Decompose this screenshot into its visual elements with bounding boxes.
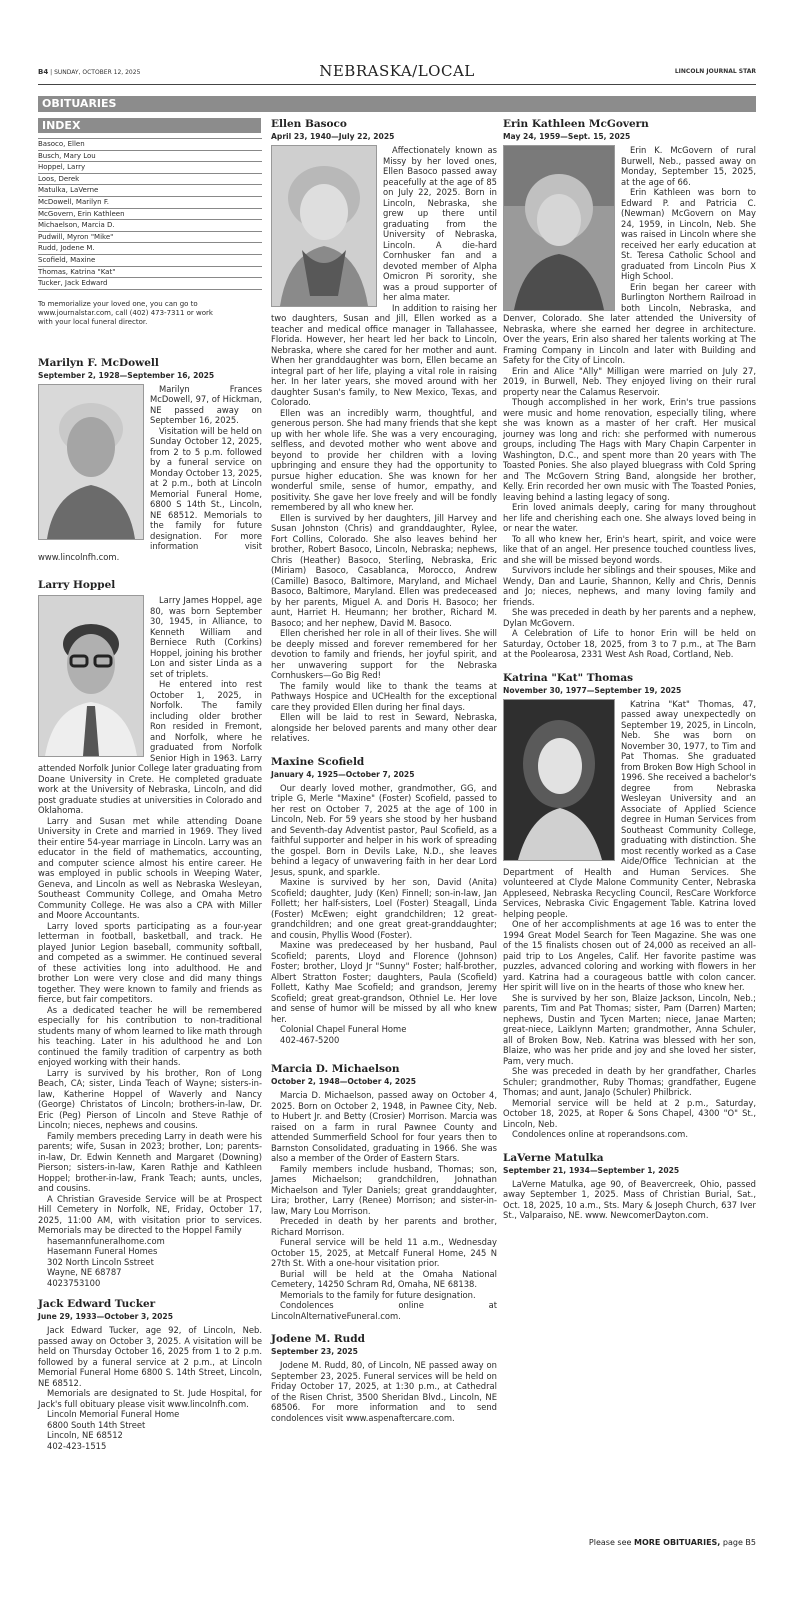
- obituary-dates: September 23, 2025: [271, 1347, 358, 1356]
- obituary-paragraph: Ellen cherished her role in all of their lives. She will be deeply missed and forever remembered for her devotion to family and friends, her joyful spirit, and her unwavering support for the Nebraska Cornhuskers—Go Big Red!: [271, 628, 497, 680]
- continued-note: Please see MORE OBITUARIES, page B5: [588, 1538, 756, 1547]
- portrait-photo: [503, 145, 615, 311]
- obituary-paragraph: Marcia D. Michaelson, passed away on October 4, 2025. Born on October 2, 1948, in Pawnee City, Neb. to Hubert Jr. and Betty (Crosier) Morrison. Marcia was raised on a farm in rural Pawnee County and attended Summerfield School for four years then to Barnston Consolidated, graduating in 1966. She was also a member of the Order of Eastern Stars.: [271, 1090, 497, 1163]
- memorialize-note: To memorialize your loved one, you can go to www.journalstar.com, call (402) 473-7311 or work with your local funeral director.: [38, 299, 213, 326]
- address-line: 402-423-1515: [47, 1440, 107, 1451]
- obituary-name: Jodene M. Rudd: [271, 1333, 365, 1345]
- address-line: 302 North Lincoln Sstreet: [47, 1256, 154, 1267]
- obituary-paragraph: LaVerne Matulka, age 90, of Beavercreek, Ohio, passed away September 1, 2025. Mass of Christian Burial, Sat., Oct. 18, 2025, 10 a.m., Sts. Mary & Joseph Church, 637 Iver St., Valparaiso, NE. www. NewcomerDayton.com.: [503, 1178, 756, 1220]
- index-entry[interactable]: Rudd, Jodene M.: [38, 243, 262, 255]
- portrait-photo: [503, 699, 615, 861]
- index-entry[interactable]: Tucker, Jack Edward: [38, 278, 262, 290]
- address-line: Lincoln, NE 68512: [47, 1430, 123, 1441]
- obituary-paragraph: She was preceded in death by her parents and a nephew, Dylan McGovern.: [503, 607, 756, 628]
- obituary-basoco: [271, 118, 497, 744]
- obituary-paragraph: A Celebration of Life to honor Erin will be held on Saturday, October 18, 2025, from 3 to 7 p.m., at The Barn at the Poolearosa, 2331 West Ash Road, Cortland, Neb.: [503, 628, 756, 659]
- portrait-photo: [38, 595, 144, 757]
- obituary-paragraph: Affectionately known as Missy by her loved ones, Ellen Basoco passed away peacefully at the age of 85 on July 22, 2025. Born in Lincoln, Nebraska, she grew up there until graduating from the University of Nebraska, Lincoln. A die-hard Cornhusker fan and a devoted member of Alpha Omicron Pi sorority, she was a proud supporter of her alma mater.: [383, 145, 497, 302]
- obituary-paragraph: A Christian Graveside Service will be at Prospect Hill Cemetery in Norfolk, NE, Friday, October 17, 2025, 11:00 AM, with visitation prior to services. Memorials may be directed to the Hoppel Family: [38, 1193, 262, 1236]
- index-title: INDEX: [38, 118, 261, 133]
- obituary-matulka: [503, 1152, 756, 1221]
- address-line: 6800 South 14th Street: [47, 1419, 146, 1430]
- newspaper-page: [38, 0, 756, 1620]
- obituary-dates: October 2, 1948—October 4, 2025: [271, 1077, 417, 1086]
- address-line: 4023753100: [47, 1277, 101, 1288]
- index-entry[interactable]: Pudwill, Myron "Mike": [38, 232, 262, 244]
- obituary-tucker: [38, 1298, 262, 1451]
- obituary-paragraph: Ellen will be laid to rest in Seward, Nebraska, alongside her beloved parents and many other dear relatives.: [271, 712, 497, 743]
- obituary-paragraph: One of her accomplishments at age 16 was to enter the 1994 Great Model Search for Teen Magazine. She was one of the 15 finalists chosen out of 24,000 as received an all-paid trip to Los Angeles, Calif. Her favorite pastime was puzzles, advanced coloring and working with flowers in her yard. Katrina had a courageous battle with colon cancer. Her spirit will live on in the hearts of those who knew her.: [503, 919, 756, 992]
- portrait-photo: [38, 384, 144, 540]
- obituary-rudd: [271, 1333, 497, 1423]
- address-line: Hasemann Funeral Homes: [47, 1246, 158, 1257]
- obituary-paragraph: She is survived by her son, Blaize Jackson, Lincoln, Neb.; parents, Tim and Pat Thomas; sister, Pam (Darren) Marten; nephews, Dustin and Tycen Marten; niece, Janae Marten; great-niece, Laiklynn Marten; grandmother, Anna Schuler, all of Broken Bow, Neb. Katrina was blessed with her son, Blaize, who was her pride and joy and she loved her sister, Pam, very much.: [503, 992, 756, 1066]
- obituary-paragraph: He entered into rest October 1, 2025, in Norfolk. The family including older brother Ron resided in Fremont, and Norfolk, where he graduated from Norfolk Senior High in 1963. Larry attended Norfolk Junior College later graduating from Doane University in Crete. He completed graduate work at the University of Nebraska, Lincoln, and did post graduate studies at universities in Colorado and Oklahoma.: [38, 679, 262, 816]
- address-line: Wayne, NE 68787: [47, 1267, 122, 1278]
- continued-link[interactable]: MORE OBITUARIES,: [633, 1538, 721, 1547]
- obituary-paragraph: Erin loved animals deeply, caring for many throughout her life and cherishing each one. She always loved being in or near the water.: [503, 502, 756, 533]
- obituary-paragraph: Maxine was predeceased by her husband, Paul Scofield; parents, Lloyd and Florence (Johnson) Foster; brother, Lloyd Jr "Sunny" Foster; half-brother, Albert Stratton Foster; daughters, Paula (Scofield) Follett, Kathy Mae Scofield; and grandson, Jeremy Scofield; great great-grandson, Othniel Le. Her love and sense of humor will be missed by all who knew her.: [271, 940, 497, 1024]
- obituary-paragraph: Family members preceding Larry in death were his parents; wife, Susan in 2023; brother, Lon; parents-in-law, Dr. Edwin Kenneth and Margaret (Downing) Pierson; sisters-in-law, Karen Rathje and Kathleen Hoppel; brother-in-law, Frank Teach; aunts, uncles, and cousins.: [38, 1130, 262, 1194]
- obituary-paragraph: Katrina "Kat" Thomas, 47, passed away unexpectedly on September 19, 2025, in Lincoln, Neb. She was born on November 30, 1977, to Tim and Pat Thomas. She graduated from Broken Bow High School in 1996. She received a bachelor's degree from Nebraska Wesleyan University and an Associate of Applied Science degree in Human Services from Southeast Community College, graduating with distinction. She most recently worked as a Case Aide/Office Technician at the Department of Health and Human Services. She volunteered at Clyde Malone Community Center, Nebraska Appleseed, Nebraska Recycling Council, ResCare Workforce Services, Nebraska Civic Engagement Table. Katrina loved helping people.: [503, 698, 756, 919]
- obituary-paragraph: Visitation will be held on Sunday October 12, 2025, from 2 to 5 p.m. followed by a funeral service on Monday October 13, 2025, at 2 p.m., both at Lincoln Memorial Funeral Home, 6800 S 14th St., Lincoln, NE 68512. Memorials to the family for future designation. For more information visit www.lincolnfh.com.: [38, 425, 262, 562]
- obituary-name: Maxine Scofield: [271, 755, 365, 768]
- index-entry[interactable]: McDowell, Marilyn F.: [38, 197, 262, 209]
- index-entry[interactable]: Matulka, LaVerne: [38, 185, 262, 197]
- obituary-paragraph: Larry James Hoppel, age 80, was born September 30, 1945, in Alliance, to Kenneth William and Berniece Ruth (Corkins) Hoppel, joining his brother Lon and sister Linda as a set of triplets.: [150, 595, 262, 679]
- obituary-paragraph: Ellen was an incredibly warm, thoughtful, and generous person. She had many friends that she kept up with her whole life. She was a very encouraging, selfless, and devoted mother who went above and beyond to provide her children with a loving upbringing and ensure they had the opportunity to pursue higher education. She was known for her wonderful smile, sense of humor, empathy, and positivity. She gave her love freely and will be fondly remembered by all who knew her.: [271, 407, 497, 512]
- index-entry[interactable]: Thomas, Katrina "Kat": [38, 267, 262, 279]
- obituary-paragraph: Survivors include her siblings and their spouses, Mike and Wendy, Dan and Laurie, Shannon, Kelly and Chris, Dennis and Jo; nieces, nephews, and many loving family and friends.: [503, 565, 756, 607]
- obituary-paragraph: As a dedicated teacher he will be remembered especially for his contribution to non-traditional students many of whom learned to like math through his teaching. Later in his adulthood he and Lon continued the family tradition of carpentry as both enjoyed working with their hands.: [38, 1004, 262, 1068]
- obituary-name: Erin Kathleen McGovern: [503, 118, 649, 130]
- obituary-dates: September 2, 1928—September 16, 2025: [38, 370, 215, 380]
- obituary-paragraph: Larry loved sports participating as a four-year letterman in football, basketball, and track. He played Junior Legion baseball, community softball, and competed as a swimmer. He continued several of these activities long into adulthood. He and brother Lon were very close and did many things together. They were known to family and friends as fierce, but fair competitors.: [38, 920, 262, 1005]
- obituary-name: LaVerne Matulka: [503, 1151, 604, 1164]
- obituary-paragraph: Erin K. McGovern of rural Burwell, Neb., passed away on Monday, September 15, 2025, at the age of 66.: [621, 145, 756, 187]
- obituary-paragraph: In addition to raising her two daughters, Susan and Jill, Ellen worked as a teacher and medical office manager in Tallahassee, Florida. However, her heart led her back to Lincoln, Nebraska, where she cared for her mother and aunt. When her granddaughter was born, Ellen became an integral part of her life, playing a vital role in raising her. In her later years, she moved around with her daughter Susan's family, to New Mexico, Texas, and Colorado.: [271, 302, 497, 407]
- obituary-thomas: [503, 672, 756, 1140]
- obituary-name: Ellen Basoco: [271, 118, 347, 130]
- obituary-paragraph: Our dearly loved mother, grandmother, GG, and triple G, Merle "Maxine" (Foster) Scofield, passed to her rest on October 7, 2025 at the age of 100 in Lincoln, Neb. For 59 years she stood by her husband and Seventh-day Adventist pastor, Paul Scofield, as a faithful supporter and helper in his work of spreading the gospel. Born in Devils Lake, N.D., she leaves behind a legacy of unwavering faith in her dear Lord Jesus, spunk, and sparkle.: [271, 782, 497, 877]
- obituary-dates: January 4, 1925—October 7, 2025: [271, 769, 415, 779]
- obituary-paragraph: Larry and Susan met while attending Doane University in Crete and married in 1969. They lived their entire 54-year marriage in Lincoln. Larry was an educator in the field of mathematics, accounting, and computer science almost his entire career. He was employed in public schools in Weeping Water, Geneva, and Lincoln as well as Nebraska Wesleyan, Southeast Community College, and Omaha Metro Community College. He was also a CPA with Miller and Moore Accountants.: [38, 815, 262, 921]
- obituary-dates: September 21, 1934—September 1, 2025: [503, 1165, 680, 1175]
- obituary-paragraph: Funeral service will be held 11 a.m., Wednesday October 15, 2025, at Metcalf Funeral Home, 245 N 27th St. With a one-hour visitation prior.: [271, 1237, 497, 1268]
- obituary-paragraph: Jack Edward Tucker, age 92, of Lincoln, Neb. passed away on October 3, 2025. A visitation will be held on Thursday October 16, 2025 from 1 to 2 p.m. followed by a funeral service at 2 p.m., at Lincoln Memorial Funeral Home 6800 S. 14th Street, Lincoln, NE 68512.: [38, 1325, 262, 1388]
- obituary-name: Jack Edward Tucker: [38, 1298, 156, 1311]
- obituary-name: Katrina "Kat" Thomas: [503, 671, 634, 684]
- page-folio: B4 | SUNDAY, OCTOBER 12, 2025: [38, 68, 141, 76]
- index-entry[interactable]: Hoppel, Larry: [38, 162, 262, 174]
- obituary-paragraph: Erin Kathleen was born to Edward P. and Patricia C. (Newman) McGovern on May 24, 1959, in Lincoln, Neb. She was raised in Lincoln where she received her early education at St. Teresa Catholic School and graduated from Lincoln Pius X High School.: [621, 187, 756, 281]
- obituary-paragraph: Marilyn Frances McDowell, 97, of Hickman, NE passed away on September 16, 2025.: [150, 383, 262, 426]
- obituary-mcdowell: [38, 357, 262, 563]
- obituary-paragraph: Maxine is survived by her son, David (Anita) Scofield; daughter, Judy (Ken) Finnell; son-in-law, Jan Follett; her half-sisters, Loel (Foster) Steagall, Linda (Foster) McEwen; eight grandchildren; 12 great-grandchildren; and one great great-granddaughter; and cousin, Phyllis Wood (Foster).: [271, 877, 497, 940]
- obituary-paragraph: Ellen is survived by her daughters, Jill Harvey and Susan Johnston (Chris) and granddaughter, Rylee, Fort Collins, Colorado. She also leaves behind her brother, Robert Basoco, Lincoln, Nebraska; nephews, Chris (Heather) Basoco, Sterling, Nebraska, Eric (Miriam) Basoco, Casablanca, Morocco, Andrew (Camille) Basoco, Baltimore, Maryland, and Michael Basoco, Baltimore, Maryland. Ellen was predeceased by her parents, Miguel A. and Doris H. Basoco; her aunt, Harriet H. Heumann; her brother, Richard M. Basoco; and her nephew, David M. Basoco.: [271, 512, 497, 628]
- portrait-photo: [271, 145, 377, 307]
- obituary-name: Larry Hoppel: [38, 579, 116, 592]
- index-entry[interactable]: Basoco, Ellen: [38, 138, 262, 151]
- address-line: 402-467-5200: [280, 1034, 340, 1045]
- obituary-dates: June 29, 1933—October 3, 2025: [38, 1312, 173, 1322]
- obituary-paragraph: Burial will be held at the Omaha National Cemetery, 14250 Schram Rd, Omaha, NE 68138.: [271, 1268, 497, 1289]
- column-3: [503, 118, 756, 1221]
- header-rule: [38, 84, 756, 85]
- obituary-dates: April 23, 1940—July 22, 2025: [271, 132, 395, 141]
- column-2: [271, 118, 497, 1423]
- index-entry[interactable]: Michaelson, Marcia D.: [38, 220, 262, 232]
- obituary-mcgovern: [503, 118, 756, 660]
- obituary-paragraph: Memorials are designated to St. Jude Hospital, for Jack's full obituary please visit www.lincolnfh.com.: [38, 1388, 262, 1409]
- paper-name: LINCOLN JOURNAL STAR: [674, 68, 756, 75]
- obituary-michaelson: [271, 1063, 497, 1321]
- obituary-paragraph: Erin and Alice "Ally" Milligan were married on July 27, 2019, in Burwell, Neb. They enjoyed living on their rural property near the Calamus Reservoir.: [503, 365, 756, 397]
- column-1: [38, 118, 262, 1451]
- index-list: [38, 138, 262, 290]
- obituaries-banner: OBITUARIES: [38, 96, 756, 112]
- address-line: Colonial Chapel Funeral Home: [280, 1024, 407, 1034]
- obituary-dates: May 24, 1959—Sept. 15, 2025: [503, 132, 631, 141]
- obituary-scofield: [271, 756, 497, 1046]
- obituary-dates: November 30, 1977—September 19, 2025: [503, 685, 682, 695]
- address-line: hasemannfuneralhome.com: [47, 1235, 165, 1246]
- obituary-paragraph: Condolences online at roperandsons.com.: [512, 1129, 688, 1139]
- obituary-paragraph: Erin began her career with Burlington Northern Railroad in both Lincoln, Nebraska, and Denver, Colorado. She later attended the University of Nebraska, where she earned her degree in architecture. Over the years, Erin also shared her talents working at The Framing Company in Lincoln and later with Building and Safety for the City of Lincoln.: [503, 281, 756, 365]
- obituary-paragraph: Memorial service will be held at 2 p.m., Saturday, October 18, 2025, at Roper & Sons Chapel, 4300 "O" St., Lincoln, Neb.: [503, 1097, 756, 1129]
- index-entry[interactable]: Scofield, Maxine: [38, 255, 262, 267]
- obituary-paragraph: The family would like to thank the teams at Pathways Hospice and UCHealth for the exceptional care they provided Ellen during her final days.: [271, 680, 497, 712]
- obituary-paragraph: Though accomplished in her work, Erin's true passions were music and home renovation, especially tiling, where she was known as a master of her craft. Her musical journey was long and rich: she performed with numerous groups, including The Hags with Mary Chapin Carpenter in Washington, D.C., and spent more than 20 years with The Toasted Ponies. She also played bluegrass with Cold Spring and The McGovern String Band, alongside her brother, Kelly. Erin recorded her own music with The Toasted Ponies, leaving behind a lasting legacy of song.: [503, 397, 756, 502]
- obituary-paragraph: Preceded in death by her parents and brother, Richard Morrison.: [271, 1216, 497, 1237]
- obituary-paragraph: Larry is survived by his brother, Ron of Long Beach, CA; sister, Linda Teach of Wayne; sisters-in-law, Katherine Hoppel of Waverly and Nancy (George) Christatos of Lincoln; brothers-in-law, Dr. Eric (Peg) Pierson of Lincoln and Steve Rathje of Lincoln; nieces, nephews and cousins.: [38, 1067, 262, 1131]
- obituary-paragraph: She was preceded in death by her grandfather, Charles Schuler; grandmother, Ruby Thomas; grandfather, Eugene Thomas; and aunt, JanaJo (Schuler) Philbrick.: [503, 1066, 756, 1097]
- index-entry[interactable]: McGovern, Erin Kathleen: [38, 209, 262, 221]
- obituary-name: Marcia D. Michaelson: [271, 1063, 400, 1075]
- obituary-hoppel: [38, 579, 262, 1288]
- obituary-name: Marilyn F. McDowell: [38, 356, 159, 369]
- obituary-paragraph: Jodene M. Rudd, 80, of Lincoln, NE passed away on September 23, 2025. Funeral services will be held on Friday October 17, 2025, at 1:30 p.m., at Cathedral of the Risen Christ, 3500 Sheridan Blvd., Lincoln, NE 68506. For more information and to send condolences visit www.aspenaftercare.com.: [271, 1360, 497, 1423]
- page-header: [38, 62, 756, 82]
- obituary-paragraph: Memorials to the family for future designation.: [280, 1289, 476, 1300]
- index-entry[interactable]: Loos, Derek: [38, 174, 262, 186]
- obituary-paragraph: Family members include husband, Thomas; son, James Michaelson; grandchildren, Johnathan Michaelson and Tyler Daniels; great granddaughter, Lira; brother, Larry (Renee) Morrison; and sister-in-law, Mary Lou Morrison.: [271, 1163, 497, 1216]
- index-entry[interactable]: Busch, Mary Lou: [38, 151, 262, 163]
- obituary-paragraph: Condolences online at LincolnAlternativeFuneral.com.: [271, 1300, 497, 1321]
- section-name: NEBRASKA/LOCAL: [319, 62, 475, 80]
- address-line: Lincoln Memorial Funeral Home: [47, 1409, 180, 1420]
- obituary-paragraph: To all who knew her, Erin's heart, spirit, and voice were like that of an angel. Her presence touched countless lives, and she will be missed beyond words.: [503, 533, 756, 565]
